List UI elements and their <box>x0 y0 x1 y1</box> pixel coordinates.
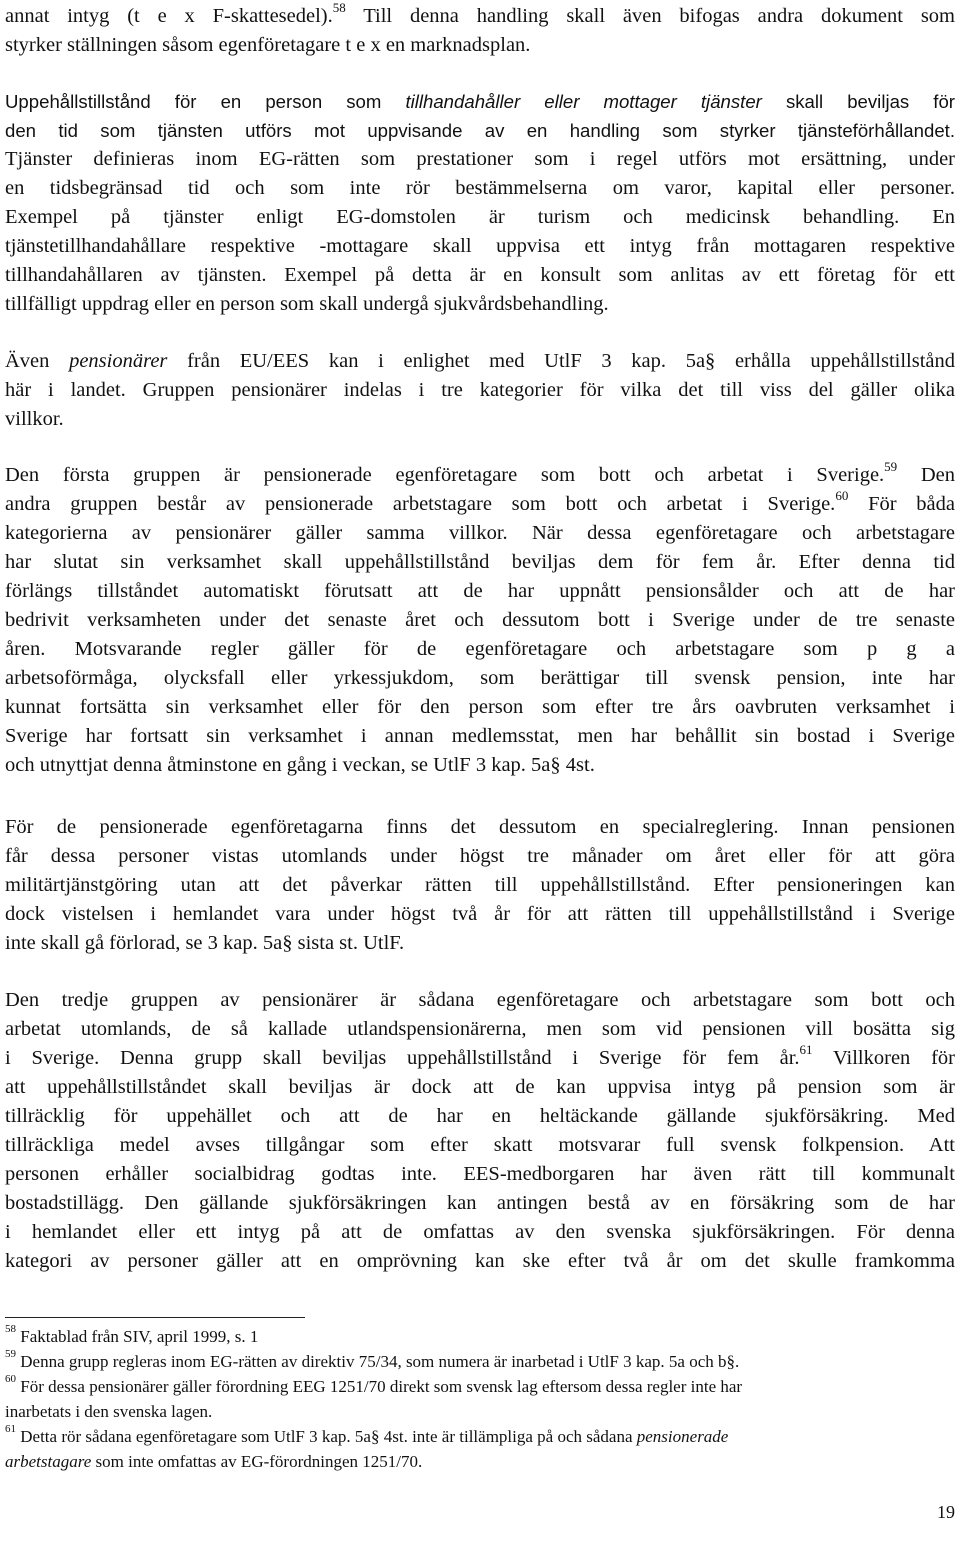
paragraph-first-group <box>5 461 955 780</box>
footnote-text: Denna grupp regleras inom EG-rätten av direktiv 75/34, som numera är inarbetad i UtlF 3 kap. 5a och b§. <box>16 1352 740 1371</box>
text-line: Exempel på tjänster enligt EG-domstolen är turism och medicinsk behandling. En <box>5 206 955 228</box>
text-run: Även <box>5 350 70 372</box>
footnote-text: För dessa pensionärer gäller förordning EEG 1251/70 direkt som svensk lag eftersom dessa regler inte har <box>16 1377 743 1396</box>
emphasis-text: tillhandahåller eller mottager tjänster <box>405 91 762 112</box>
footnote-ref[interactable]: 60 <box>835 488 849 504</box>
footnote-58 <box>5 1324 955 1349</box>
footnote-ref[interactable]: 61 <box>799 1042 813 1058</box>
text-run: från EU/EES kan i enlighet med UtlF 3 kap. 5a§ erhålla uppehållstillstånd <box>167 350 956 372</box>
footnote-60-cont: inarbetats i den svenska lagen. <box>5 1402 213 1421</box>
text-line: en tidsbegränsad tid och som inte rör bestämmelserna om varor, kapital eller personer. <box>5 177 955 199</box>
text-line: får dessa personer vistas utomlands under högst tre månader om året eller för att göra <box>5 845 955 867</box>
footnote-59 <box>5 1349 955 1374</box>
paragraph-pensioners <box>5 347 955 434</box>
footnote-number: 60 <box>5 1373 16 1386</box>
text-line: Den tredje gruppen av pensionärer är sådana egenföretagare och arbetstagare som bott och <box>5 989 955 1011</box>
emphasis-text: pensionerade <box>636 1427 729 1446</box>
text-run: För båda <box>848 493 955 515</box>
paragraph-services <box>5 87 955 319</box>
footnote-ref[interactable]: 59 <box>884 459 898 475</box>
text-line: militärtjänstgöring utan att det påverkar rätten till uppehållstillstånd. Efter pensioneringen kan <box>5 874 955 896</box>
text-line: villkor. <box>5 408 64 430</box>
text-line <box>5 490 955 519</box>
text-line: inte skall gå förlorad, se 3 kap. 5a§ sista st. UtlF. <box>5 932 405 954</box>
paragraph-third-group <box>5 986 955 1276</box>
text-line: bostadstillägg. Den gällande sjukförsäkringen kan antingen bestå av en försäkring som de har <box>5 1192 955 1214</box>
footnote-60 <box>5 1374 955 1399</box>
text-line: har slutat sin verksamhet skall uppehållstillstånd beviljas dem för fem år. Efter denna tid <box>5 551 955 573</box>
text-line: tillhandahållaren av tjänsten. Exempel på detta är en konsult som anlitas av ett företag för ett <box>5 264 955 286</box>
text-line: tillfälligt uppdrag eller en person som skall undergå sjukvårdsbehandling. <box>5 293 609 315</box>
text-line <box>5 1044 955 1073</box>
paragraph-special-rules <box>5 813 955 958</box>
text-line: dock vistelsen i hemlandet vara under högst två år för att rätten till uppehållstillstånd i Sverige <box>5 903 955 925</box>
text-line: För de pensionerade egenföretagarna finns det dessutom en specialreglering. Innan pensionen <box>5 816 955 838</box>
text-line: förlängs tillståndet automatiskt förutsatt att de har uppnått pensionsålder och att de har <box>5 580 955 602</box>
text-line: kunnat fortsätta sin verksamhet eller för den person som efter tre års oavbruten verksamhet i <box>5 696 955 718</box>
text-line: styrker ställningen såsom egenföretagare t e x en marknadsplan. <box>5 34 531 56</box>
text-line <box>5 461 955 490</box>
footnote-number: 58 <box>5 1323 16 1336</box>
text-run: Uppehållstillstånd för en person som <box>5 91 406 112</box>
text-run: Till denna handling skall även bifogas andra dokument som <box>345 5 955 27</box>
text-line: bedrivit verksamheten under det senaste året och dessutom bott i Sverige under de tre senaste <box>5 609 955 631</box>
text-line: Tjänster definieras inom EG-rätten som prestationer som i regel utförs mot ersättning, under <box>5 148 955 170</box>
text-line: här i landet. Gruppen pensionärer indelas i tre kategorier för vilka det till viss del gäller olika <box>5 379 955 401</box>
text-line: arbetat utomlands, de så kallade utlandspensionärerna, men som vid pensionen vill bosätta sig <box>5 1018 955 1040</box>
text-line: den tid som tjänsten utförs mot uppvisande av en handling som styrker tjänsteförhållandet. <box>5 120 955 141</box>
text-line: tillräcklig för uppehället och att de har en heltäckande gällande sjukförsäkring. Med <box>5 1105 955 1127</box>
text-line <box>5 87 955 116</box>
text-line: att uppehållstillståndet skall beviljas är dock att de kan uppvisa intyg på pension som är <box>5 1076 955 1098</box>
emphasis-text: arbetstagare <box>5 1452 92 1471</box>
text-line: arbetsoförmåga, olycksfall eller yrkessjukdom, som berättigar till svensk pension, inte har <box>5 667 955 689</box>
text-run: i Sverige. Denna grupp skall beviljas uppehållstillstånd i Sverige för fem år. <box>5 1047 800 1069</box>
text-run: annat intyg (t e x F-skattesedel). <box>5 5 333 27</box>
text-line: tillräckliga medel avses tillgångar som efter skatt motsvarar full svensk folkpension. Att <box>5 1134 955 1156</box>
footnote-61-cont <box>5 1449 955 1474</box>
footnote-number: 61 <box>5 1423 16 1436</box>
text-line: och utnyttjat denna åtminstone en gång i veckan, se UtlF 3 kap. 5a§ 4st. <box>5 754 595 776</box>
text-line: kategorierna av pensionärer gäller samma villkor. När dessa egenföretagare och arbetstagare <box>5 522 955 544</box>
text-line: i hemlandet eller ett intyg på att de omfattas av den svenska sjukförsäkringen. För denna <box>5 1221 955 1243</box>
text-run: Den <box>897 464 956 486</box>
text-line <box>5 2 955 31</box>
text-run: skall beviljas för <box>761 91 955 112</box>
text-line: kategori av personer gäller att en omprövning kan ske efter två år om det skulle framkomma <box>5 1250 955 1272</box>
text-run: Villkoren för <box>812 1047 955 1069</box>
text-line: åren. Motsvarande regler gäller för de egenföretagare och arbetstagare som p g a <box>5 638 955 660</box>
footnote-text: Faktablad från SIV, april 1999, s. 1 <box>16 1327 259 1346</box>
footnote-text: Detta rör sådana egenföretagare som UtlF 3 kap. 5a§ 4st. inte är tillämpliga på och sådana <box>16 1427 637 1446</box>
footnote-number: 59 <box>5 1348 16 1361</box>
footnote-text: som inte omfattas av EG-förordningen 1251/70. <box>91 1452 423 1471</box>
text-line: Sverige har fortsatt sin verksamhet i annan medlemsstat, men har behållit sin bostad i Sverige <box>5 725 955 747</box>
footnote-separator <box>5 1317 305 1318</box>
text-run: andra gruppen består av pensionerade arbetstagare som bott och arbetat i Sverige. <box>5 493 836 515</box>
text-line <box>5 347 955 376</box>
text-line: tjänstetillhandahållare respektive -mottagare skall uppvisa ett intyg från mottagaren respektive <box>5 235 955 257</box>
footnote-61 <box>5 1424 955 1449</box>
emphasis-text: pensionärer <box>69 350 168 372</box>
footnotes <box>5 1324 955 1474</box>
text-run: Den första gruppen är pensionerade egenföretagare som bott och arbetat i Sverige. <box>5 464 885 486</box>
paragraph-continuation <box>5 2 955 60</box>
footnote-ref[interactable]: 58 <box>332 0 346 16</box>
text-line: personen erhåller socialbidrag godtas inte. EES-medborgaren har även rätt till kommunalt <box>5 1163 955 1185</box>
page-number: 19 <box>937 1502 955 1522</box>
